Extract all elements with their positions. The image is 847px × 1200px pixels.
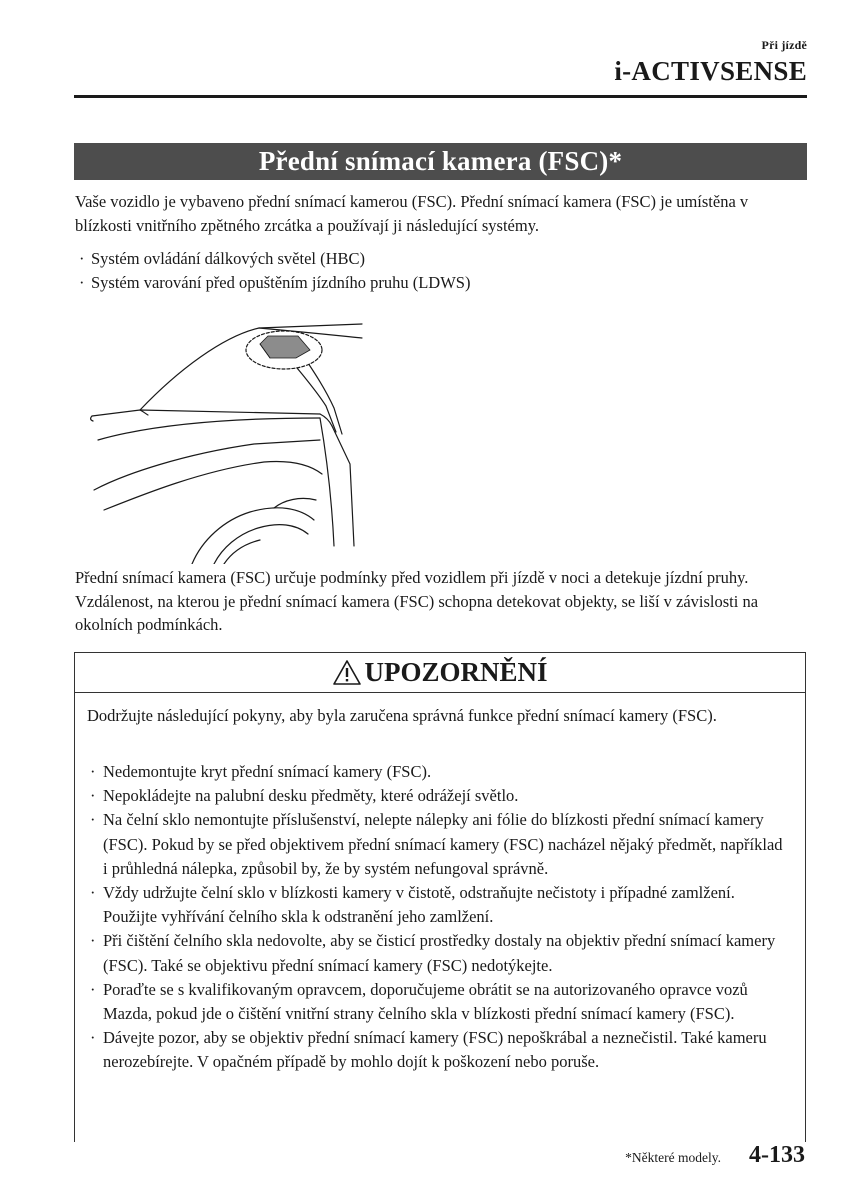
warning-header — [75, 653, 805, 693]
warning-box — [74, 652, 806, 1142]
footnote: *Některé modely. — [625, 1150, 721, 1165]
section-title-bar — [74, 143, 807, 180]
description-paragraph: Přední snímací kamera (FSC) určuje podmínky před vozidlem při jízdě v noci a detekuje jízdní pruhy. Vzdálenost, na kterou je přední snímací kamera (FSC) schopna detekovat objekty, se liší v závislosti na okolních podmínkách. — [75, 568, 759, 634]
list-item: · Při čištění čelního skla nedovolte, aby se čisticí prostředky dostaly na objektiv přední snímací kamery (FSC). Také se objektivu přední snímací kamery (FSC) nedotýkejte. — [90, 931, 776, 975]
page-header-title: i-ACTIVSENSE — [614, 56, 807, 86]
list-item: · Poraďte se s kvalifikovaným opravcem, doporučujeme obrátit se na autorizovaného opravce vozů Mazda, pokud jde o čištění vnitřní strany čelního skla v blízkosti přední snímací kamery (FSC). — [90, 979, 748, 1024]
section-title: Přední snímací kamera (FSC)* — [258, 146, 623, 176]
warning-list — [87, 760, 787, 1075]
list-item: · Systém varování před opuštěním jízdního pruhu (LDWS) — [79, 273, 471, 292]
warning-title: UPOZORNĚNÍ — [364, 657, 548, 687]
list-item: · Dávejte pozor, aby se objektiv přední snímací kamery (FSC) nepoškrábal a neznečistil. Také kameru nerozebírejte. V opačném případě by mohlo dojít k poškození nebo poruše. — [90, 1028, 767, 1072]
list-item: · Vždy udržujte čelní sklo v blízkosti kamery v čistotě, odstraňujte nečistoty i případné zamlžení. Použijte vyhřívání čelního skla k odstranění jeho zamlžení. — [90, 883, 735, 927]
list-item: · Nedemontujte kryt přední snímací kamery (FSC). — [90, 762, 432, 781]
list-item: · Nepokládejte na palubní desku předměty, které odrážejí světlo. — [90, 786, 519, 806]
list-item: · Na čelní sklo nemontujte příslušenství, nelepte nálepky ani fólie do blízkosti přední snímací kamery (FSC). Pokud by se před objektivem přední snímací kamery (FSC) nacházel nějaký předmět, například i průhledná nálepka, způsobil by, že by systém nefungoval správně. — [90, 810, 783, 878]
systems-list — [75, 247, 795, 295]
chapter-label: Při jízdě — [761, 38, 807, 52]
page-number: 4-133 — [749, 1142, 805, 1168]
header-rule — [74, 95, 807, 98]
warning-intro: Dodržujte následující pokyny, aby byla zaručena správná funkce přední snímací kamery (FSC). — [87, 706, 717, 725]
intro-paragraph: Vaše vozidlo je vybaveno přední snímací kamerou (FSC). Přední snímací kamera (FSC) je umístěna v blízkosti vnitřního zpětného zrcátka a používají ji následující systémy. — [75, 192, 749, 235]
windshield-camera-illustration — [84, 314, 364, 564]
list-item: · Systém ovládání dálkových světel (HBC) — [79, 249, 366, 268]
warning-triangle-icon — [332, 659, 362, 686]
